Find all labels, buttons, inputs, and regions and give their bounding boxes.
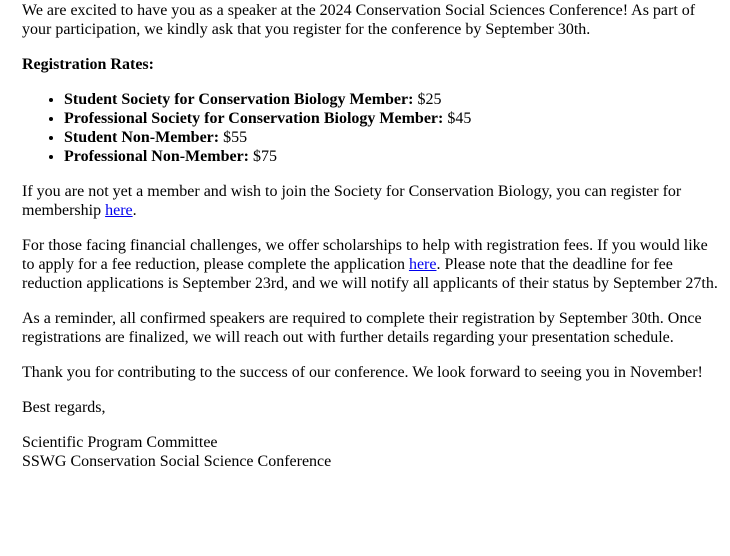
- rate-price: $25: [417, 91, 442, 108]
- scholarship-link[interactable]: here: [408, 256, 437, 273]
- rates-heading: [22, 55, 722, 74]
- rate-item: [64, 90, 722, 109]
- reminder-paragraph: As a reminder, all confirmed speakers are required to complete their registration by September 30th. Once registrations are finalized, we will reach out with further details regarding your presentation schedule.: [22, 310, 702, 346]
- scholarship-text: For those facing financial challenges, we offer scholarships to help with registration fees. If you would like to apply for a fee reduction, please complete the application: [22, 237, 708, 273]
- rate-price: $55: [223, 129, 248, 146]
- intro-paragraph: We are excited to have you as a speaker at the 2024 Conservation Social Sciences Conference! As part of your participation, we kindly ask that you register for the conference by September 30th.: [22, 2, 696, 38]
- rate-label: Student Society for Conservation Biology Member:: [64, 91, 414, 108]
- membership-link[interactable]: here: [105, 202, 133, 219]
- rate-item: [64, 128, 722, 147]
- rates-heading-text: Registration Rates:: [22, 56, 154, 73]
- email-body: [0, 1, 730, 471]
- rate-label: Professional Society for Conservation Biology Member:: [64, 110, 444, 127]
- rate-price: $45: [447, 110, 472, 127]
- membership-paragraph: [22, 182, 722, 220]
- membership-text-end: .: [132, 202, 137, 219]
- scholarship-text-end: . Please note that the deadline for fee reduction applications is September 23rd, and we will notify all applicants of their status by September 27th.: [22, 256, 718, 292]
- signature: [22, 433, 722, 471]
- rate-label: Professional Non-Member:: [64, 148, 249, 165]
- rates-list: [22, 90, 722, 166]
- signature-line-2: SSWG Conservation Social Science Conference: [22, 453, 332, 470]
- signature-line-1: Scientific Program Committee: [22, 434, 218, 451]
- thanks-paragraph: Thank you for contributing to the success of our conference. We look forward to seeing you in November!: [22, 364, 703, 381]
- membership-text: If you are not yet a member and wish to join the Society for Conservation Biology, you can register for membership: [22, 183, 682, 219]
- rate-item: [64, 147, 722, 166]
- rate-price: $75: [253, 148, 277, 165]
- scholarship-paragraph: [22, 236, 722, 293]
- rate-item: [64, 109, 722, 128]
- closing: Best regards,: [22, 399, 106, 416]
- rate-label: Student Non-Member:: [64, 129, 220, 146]
